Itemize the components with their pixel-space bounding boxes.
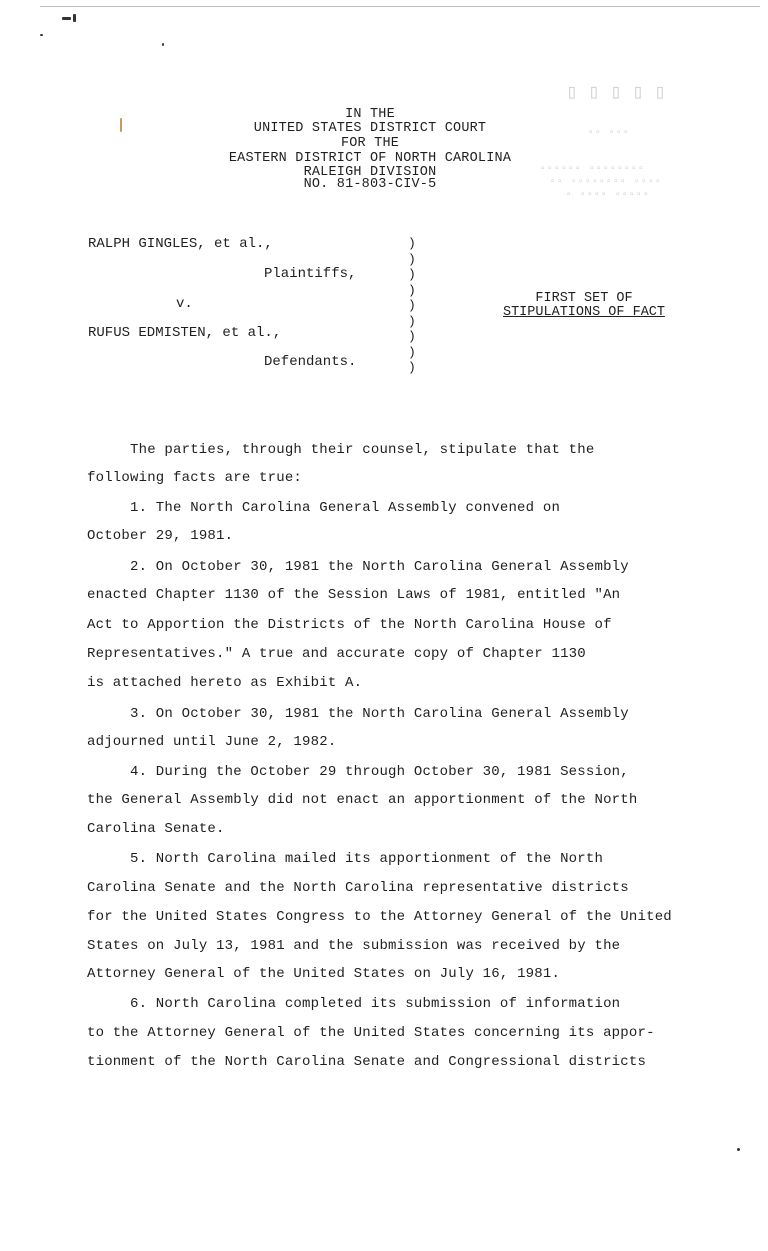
- body-line: the General Assembly did not enact an apportionment of the North: [87, 792, 638, 808]
- filed-stamp-district: ▫ ▫▫▫▫ ▫▫▫▫▫: [566, 190, 651, 201]
- court-header-line: IN THE: [345, 107, 395, 122]
- plaintiff-role: Plaintiffs,: [264, 266, 357, 282]
- body-line: adjourned until June 2, 1982.: [87, 734, 337, 750]
- case-number: NO. 81-803-CIV-5: [303, 177, 437, 192]
- document-title-line2: STIPULATIONS OF FACT: [502, 305, 666, 320]
- court-header-line: EASTERN DISTRICT OF NORTH CAROLINA: [228, 151, 512, 166]
- caption-paren: ): [408, 360, 416, 375]
- caption-parentheses: [408, 236, 420, 376]
- caption-paren: ): [408, 267, 416, 282]
- body-line: following facts are true:: [87, 470, 303, 486]
- scan-speck: [40, 34, 43, 36]
- body-line: for the United States Congress to the Attorney General of the United: [87, 909, 672, 925]
- caption-paren: ): [408, 313, 416, 329]
- body-line: 2. On October 30, 1981 the North Carolina General Assembly: [130, 559, 629, 575]
- defendant-role: Defendants.: [264, 354, 357, 370]
- court-header-line: RALEIGH DIVISION: [303, 165, 437, 180]
- body-line: 4. During the October 29 through October 30, 1981 Session,: [130, 764, 629, 780]
- plaintiff-name: RALPH GINGLES, et al.,: [88, 236, 273, 252]
- document-title: [482, 292, 686, 320]
- court-header-line: FOR THE: [340, 136, 400, 151]
- scan-speck: [162, 43, 164, 46]
- body-line: The parties, through their counsel, stipulate that the: [130, 442, 595, 458]
- document-title-line1: FIRST SET OF: [535, 291, 633, 306]
- top-border-rule: [40, 6, 760, 7]
- court-header-line: UNITED STATES DISTRICT COURT: [253, 121, 487, 136]
- caption-paren: ): [408, 282, 416, 298]
- body-line: Representatives." A true and accurate copy of Chapter 1130: [87, 646, 586, 662]
- body-line: 3. On October 30, 1981 the North Carolina General Assembly: [130, 706, 629, 722]
- filed-stamp: ▯▯▯▯▯: [566, 82, 677, 105]
- caption-paren: ): [408, 298, 416, 313]
- body-line: 6. North Carolina completed its submission of information: [130, 996, 621, 1012]
- filed-stamp-clerk: ▫▫▫▫▫▫ ▫▫▫▫▫▫▫▫: [540, 164, 646, 175]
- body-line: Attorney General of the United States on July 16, 1981.: [87, 966, 561, 982]
- body-line: enacted Chapter 1130 of the Session Laws of 1981, entitled "An: [87, 587, 621, 603]
- body-line: Carolina Senate.: [87, 821, 225, 837]
- body-line: tionment of the North Carolina Senate and Congressional districts: [87, 1054, 647, 1070]
- defendant-name: RUFUS EDMISTEN, et al.,: [88, 325, 282, 341]
- versus-label: v.: [176, 296, 193, 312]
- body-line: is attached hereto as Exhibit A.: [87, 675, 363, 691]
- scan-speck: [62, 17, 71, 20]
- caption-paren: ): [408, 344, 416, 360]
- scan-speck: [737, 1148, 740, 1151]
- filed-stamp-date: ▫▫ ▫▫▫: [588, 128, 631, 139]
- body-line: Carolina Senate and the North Carolina representative districts: [87, 880, 629, 896]
- body-line: to the Attorney General of the United States concerning its appor-: [87, 1025, 655, 1041]
- caption-paren: ): [408, 236, 416, 251]
- caption-paren: ): [408, 329, 416, 344]
- scan-speck: [73, 14, 76, 22]
- body-line: 5. North Carolina mailed its apportionment of the North: [130, 851, 604, 867]
- body-line: October 29, 1981.: [87, 528, 234, 544]
- body-line: States on July 13, 1981 and the submission was received by the: [87, 938, 621, 954]
- body-line: Act to Apportion the Districts of the North Carolina House of: [87, 617, 612, 633]
- filed-stamp-court: ▫▫ ▫▫▫▫▫▫▫▫ ▫▫▫▫: [550, 177, 663, 188]
- caption-paren: ): [408, 251, 416, 267]
- body-line: 1. The North Carolina General Assembly convened on: [130, 500, 561, 516]
